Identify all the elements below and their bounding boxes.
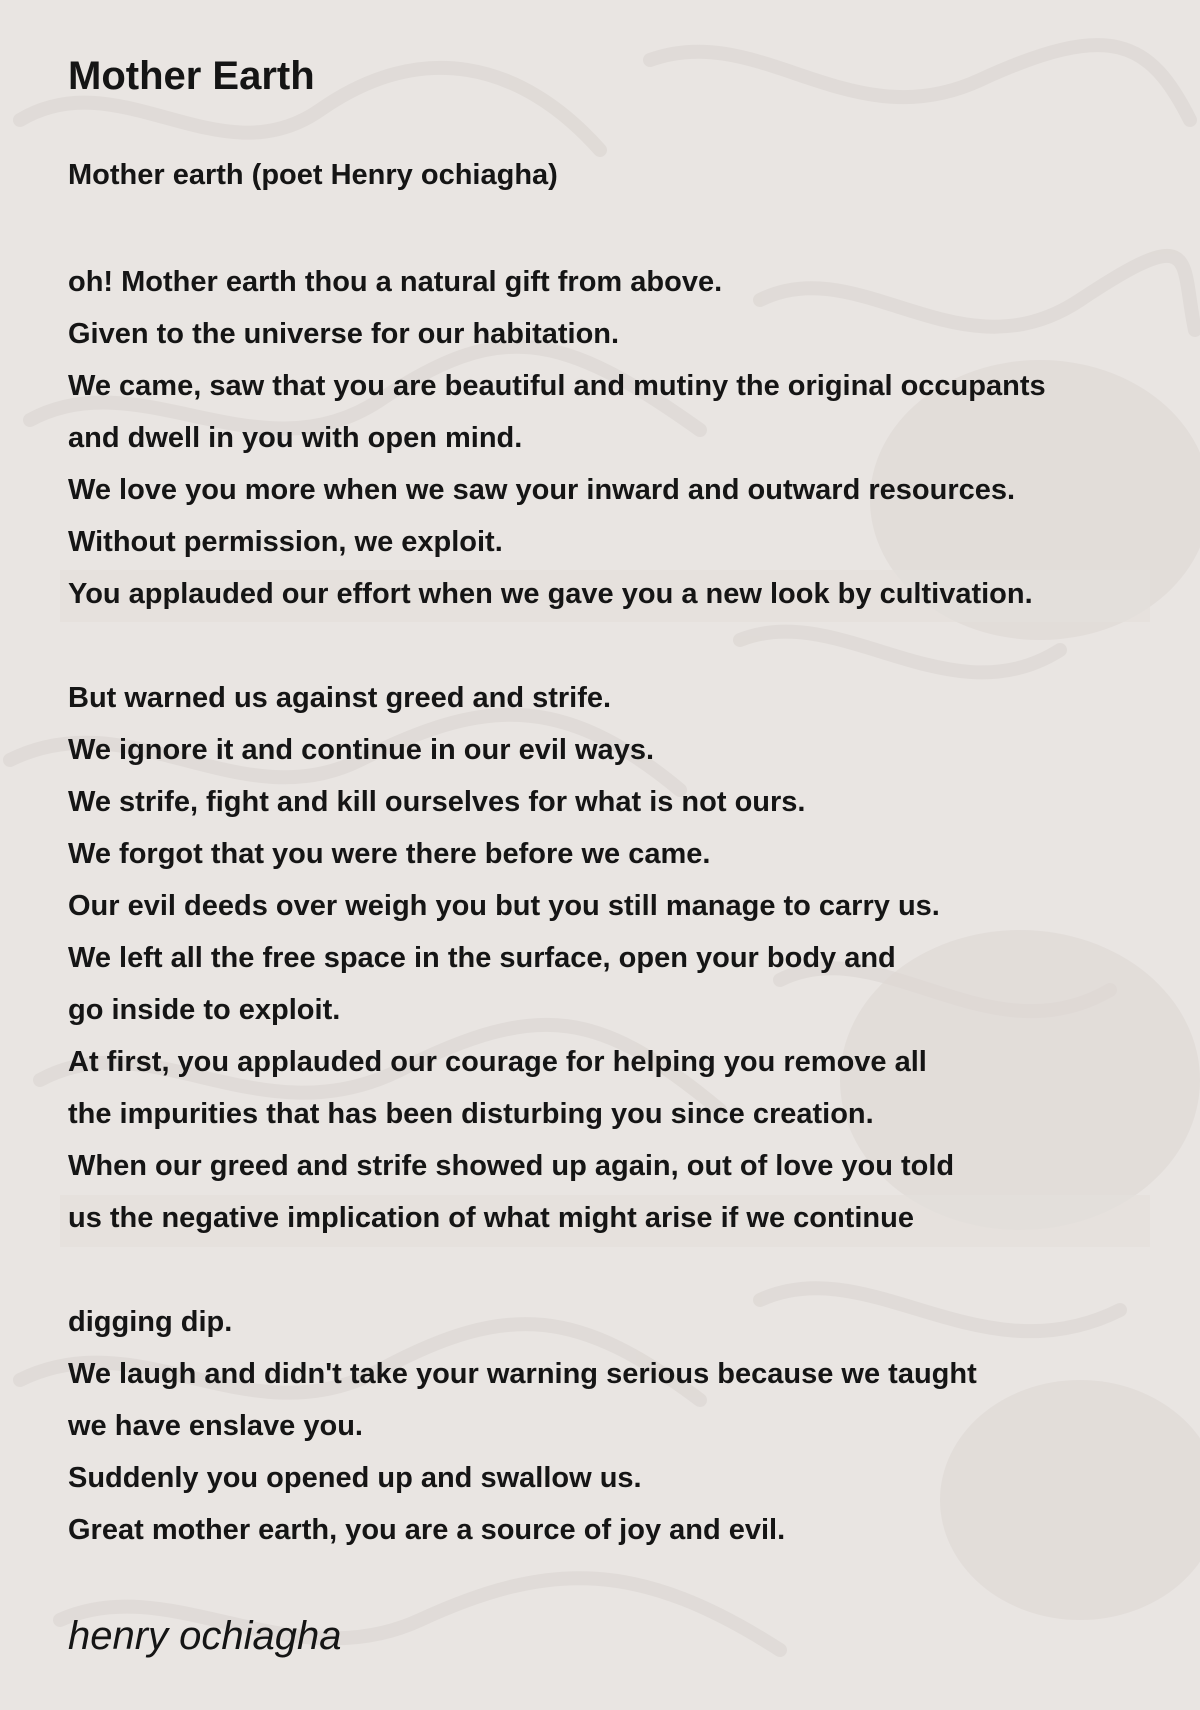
- poem-line: We laugh and didn't take your warning serious because we taught: [68, 1358, 977, 1390]
- poem-line: Our evil deeds over weigh you but you still manage to carry us.: [68, 890, 940, 922]
- poem-line: the impurities that has been disturbing you since creation.: [68, 1098, 874, 1130]
- stanza-3: [68, 1296, 1178, 1556]
- poem-line: Given to the universe for our habitation.: [68, 318, 620, 350]
- poem-line: When our greed and strife showed up again, out of love you told: [68, 1150, 955, 1182]
- poem-line: We left all the free space in the surface, open your body and: [68, 942, 896, 974]
- stanza-1: [68, 256, 1178, 620]
- poem-line: We love you more when we saw your inward and outward resources.: [68, 474, 1016, 506]
- poem-line: We came, saw that you are beautiful and mutiny the original occupants: [68, 370, 1046, 402]
- poem-title: Mother Earth: [68, 54, 315, 98]
- poem-line: we have enslave you.: [68, 1410, 363, 1442]
- poem-line: go inside to exploit.: [68, 994, 341, 1026]
- poem-author: henry ochiagha: [68, 1614, 342, 1658]
- poem-line: Great mother earth, you are a source of joy and evil.: [68, 1514, 786, 1546]
- poem-line: At first, you applauded our courage for helping you remove all: [68, 1046, 927, 1078]
- poem-line: us the negative implication of what might arise if we continue: [68, 1202, 914, 1234]
- poem-line: You applauded our effort when we gave you a new look by cultivation.: [68, 578, 1033, 610]
- stanza-2: [68, 672, 1178, 1244]
- poem-line: We strife, fight and kill ourselves for what is not ours.: [68, 786, 806, 818]
- poem-line: We forgot that you were there before we came.: [68, 838, 711, 870]
- poem-line: We ignore it and continue in our evil ways.: [68, 734, 655, 766]
- poem-line: But warned us against greed and strife.: [68, 682, 612, 714]
- poem-line: Without permission, we exploit.: [68, 526, 503, 558]
- poem-line: and dwell in you with open mind.: [68, 422, 523, 454]
- poem-subtitle: Mother earth (poet Henry ochiagha): [68, 159, 558, 191]
- poem-line: digging dip.: [68, 1306, 233, 1338]
- poem-line: Suddenly you opened up and swallow us.: [68, 1462, 642, 1494]
- poem-line: oh! Mother earth thou a natural gift from above.: [68, 266, 723, 298]
